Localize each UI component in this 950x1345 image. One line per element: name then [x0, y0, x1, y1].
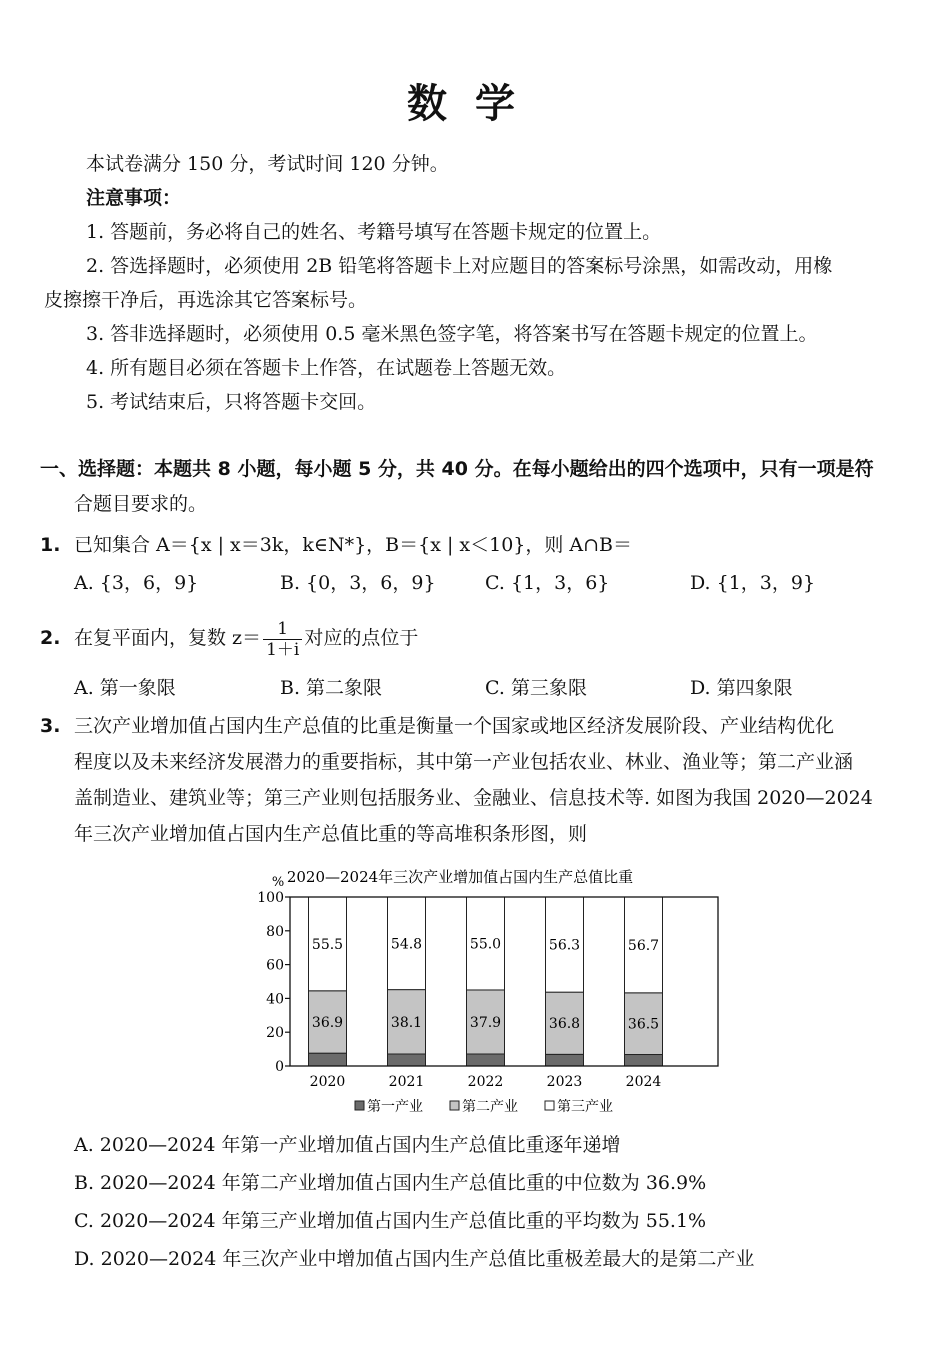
q2-number: 2. [40, 627, 61, 649]
section-heading: 一、选择题：本题共 8 小题，每小题 5 分，共 40 分。在每小题给出的四个选项中，只有一项是符 [40, 458, 874, 480]
bar-label-3-2020: 55.5 [311, 936, 344, 953]
bar-label-2-2023: 36.8 [548, 1016, 581, 1033]
q3-stem-line-2: 程度以及未来经济发展潜力的重要指标，其中第一产业包括农业、林业、渔业等；第二产业涵 [74, 751, 854, 773]
x-tick-label-2024: 2024 [625, 1074, 662, 1090]
notice-4: 4. 所有题目必须在答题卡上作答，在试题卷上答题无效。 [86, 357, 567, 379]
legend-swatch-3 [545, 1101, 554, 1110]
y-tick-label-60: 60 [266, 957, 284, 974]
q3-stem-line-4: 年三次产业增加值占国内生产总值比重的等高堆积条形图，则 [74, 823, 588, 845]
notice-heading: 注意事项： [86, 187, 182, 209]
q2-fraction [263, 619, 302, 660]
q3-option-b: B. 2020—2024 年第二产业增加值占国内生产总值比重的中位数为 36.9% [74, 1172, 707, 1194]
bar-label-2-2021: 38.1 [390, 1014, 423, 1031]
q1-number: 1. [40, 534, 61, 556]
y-tick-label-80: 80 [266, 923, 284, 940]
page-title: 数学 [407, 81, 543, 127]
chart-y-ticks [257, 890, 290, 1075]
notice-5: 5. 考试结束后，只将答题卡交回。 [86, 391, 377, 413]
x-tick-label-2020: 2020 [309, 1074, 346, 1090]
chart-legend [355, 1098, 613, 1115]
q2-stem-post: 对应的点位于 [304, 627, 419, 649]
chart-title: 2020—2024年三次产业增加值占国内生产总值比重 [286, 868, 634, 886]
q2-option-d: D. 第四象限 [690, 677, 793, 699]
bar-label-3-2021: 54.8 [390, 936, 423, 953]
q3-option-a: A. 2020—2024 年第一产业增加值占国内生产总值比重逐年递增 [74, 1134, 621, 1156]
section-heading-cont: 合题目要求的。 [74, 493, 208, 515]
bar-label-3-2024: 56.7 [627, 937, 660, 954]
q2-frac-denominator: 1＋i [266, 639, 300, 660]
legend-label-3: 第三产业 [557, 1099, 613, 1115]
x-tick-label-2022: 2022 [467, 1074, 504, 1090]
q1-option-d: D. {1，3，9} [690, 572, 816, 594]
legend-swatch-1 [355, 1101, 364, 1110]
chart-y-unit: % [271, 875, 285, 890]
notice-2-cont: 皮擦擦干净后，再选涂其它答案标号。 [44, 289, 368, 311]
bar-label-2-2024: 36.5 [627, 1016, 660, 1033]
q3-option-c: C. 2020—2024 年第三产业增加值占国内生产总值比重的平均数为 55.1% [74, 1210, 707, 1232]
legend-label-2: 第二产业 [462, 1099, 518, 1115]
bar-label-2-2022: 37.9 [469, 1014, 502, 1031]
x-tick-label-2023: 2023 [546, 1074, 583, 1090]
bar-1-2024 [625, 1055, 663, 1066]
chart-bars [309, 897, 663, 1066]
q2-stem-pre: 在复平面内，复数 z＝ [74, 627, 262, 649]
bar-label-2-2020: 36.9 [311, 1014, 344, 1031]
bar-label-3-2023: 56.3 [548, 937, 581, 954]
legend-label-1: 第一产业 [367, 1099, 423, 1115]
y-tick-label-0: 0 [275, 1059, 284, 1075]
q1-option-b: B. {0，3，6，9} [280, 572, 436, 594]
score-line: 本试卷满分 150 分，考试时间 120 分钟。 [86, 153, 449, 175]
notice-2: 2. 答选择题时，必须使用 2B 铅笔将答题卡上对应题目的答案标号涂黑，如需改动，用橡 [86, 255, 833, 277]
bar-1-2020 [309, 1053, 347, 1066]
x-tick-label-2021: 2021 [388, 1074, 425, 1090]
q2-frac-numerator: 1 [263, 619, 302, 640]
bar-1-2023 [546, 1054, 584, 1066]
notice-1: 1. 答题前，务必将自己的姓名、考籍号填写在答题卡规定的位置上。 [86, 221, 662, 243]
legend-swatch-2 [450, 1101, 459, 1110]
y-tick-label-100: 100 [257, 890, 284, 906]
notice-3: 3. 答非选择题时，必须使用 0.5 毫米黑色签字笔，将答案书写在答题卡规定的位置上。 [86, 323, 818, 345]
q2-option-a: A. 第一象限 [74, 677, 176, 699]
q3-stem-line-1: 三次产业增加值占国内生产总值的比重是衡量一个国家或地区经济发展阶段、产业结构优化 [74, 715, 835, 737]
q1-stem: 已知集合 A＝{x | x＝3k，k∈N*}，B＝{x | x＜10}，则 A∩B＝ [74, 534, 633, 556]
stacked-bar-chart [240, 858, 740, 1123]
y-tick-label-40: 40 [266, 991, 284, 1008]
q2-stem [74, 609, 418, 667]
chart-x-labels [310, 1074, 662, 1090]
q3-option-d: D. 2020—2024 年三次产业中增加值占国内生产总值比重极差最大的是第二产业 [74, 1248, 755, 1270]
q2-option-c: C. 第三象限 [485, 677, 587, 699]
q1-option-a: A. {3，6，9} [74, 572, 199, 594]
bar-label-3-2022: 55.0 [469, 936, 502, 953]
y-tick-label-20: 20 [266, 1025, 284, 1042]
q1-option-c: C. {1，3，6} [485, 572, 610, 594]
q3-stem-line-3: 盖制造业、建筑业等；第三产业则包括服务业、金融业、信息技术等. 如图为我国 2020—2024 [74, 787, 873, 809]
q2-option-b: B. 第二象限 [280, 677, 383, 699]
bar-1-2021 [388, 1054, 426, 1066]
bar-1-2022 [467, 1054, 505, 1066]
q3-number: 3. [40, 715, 61, 737]
